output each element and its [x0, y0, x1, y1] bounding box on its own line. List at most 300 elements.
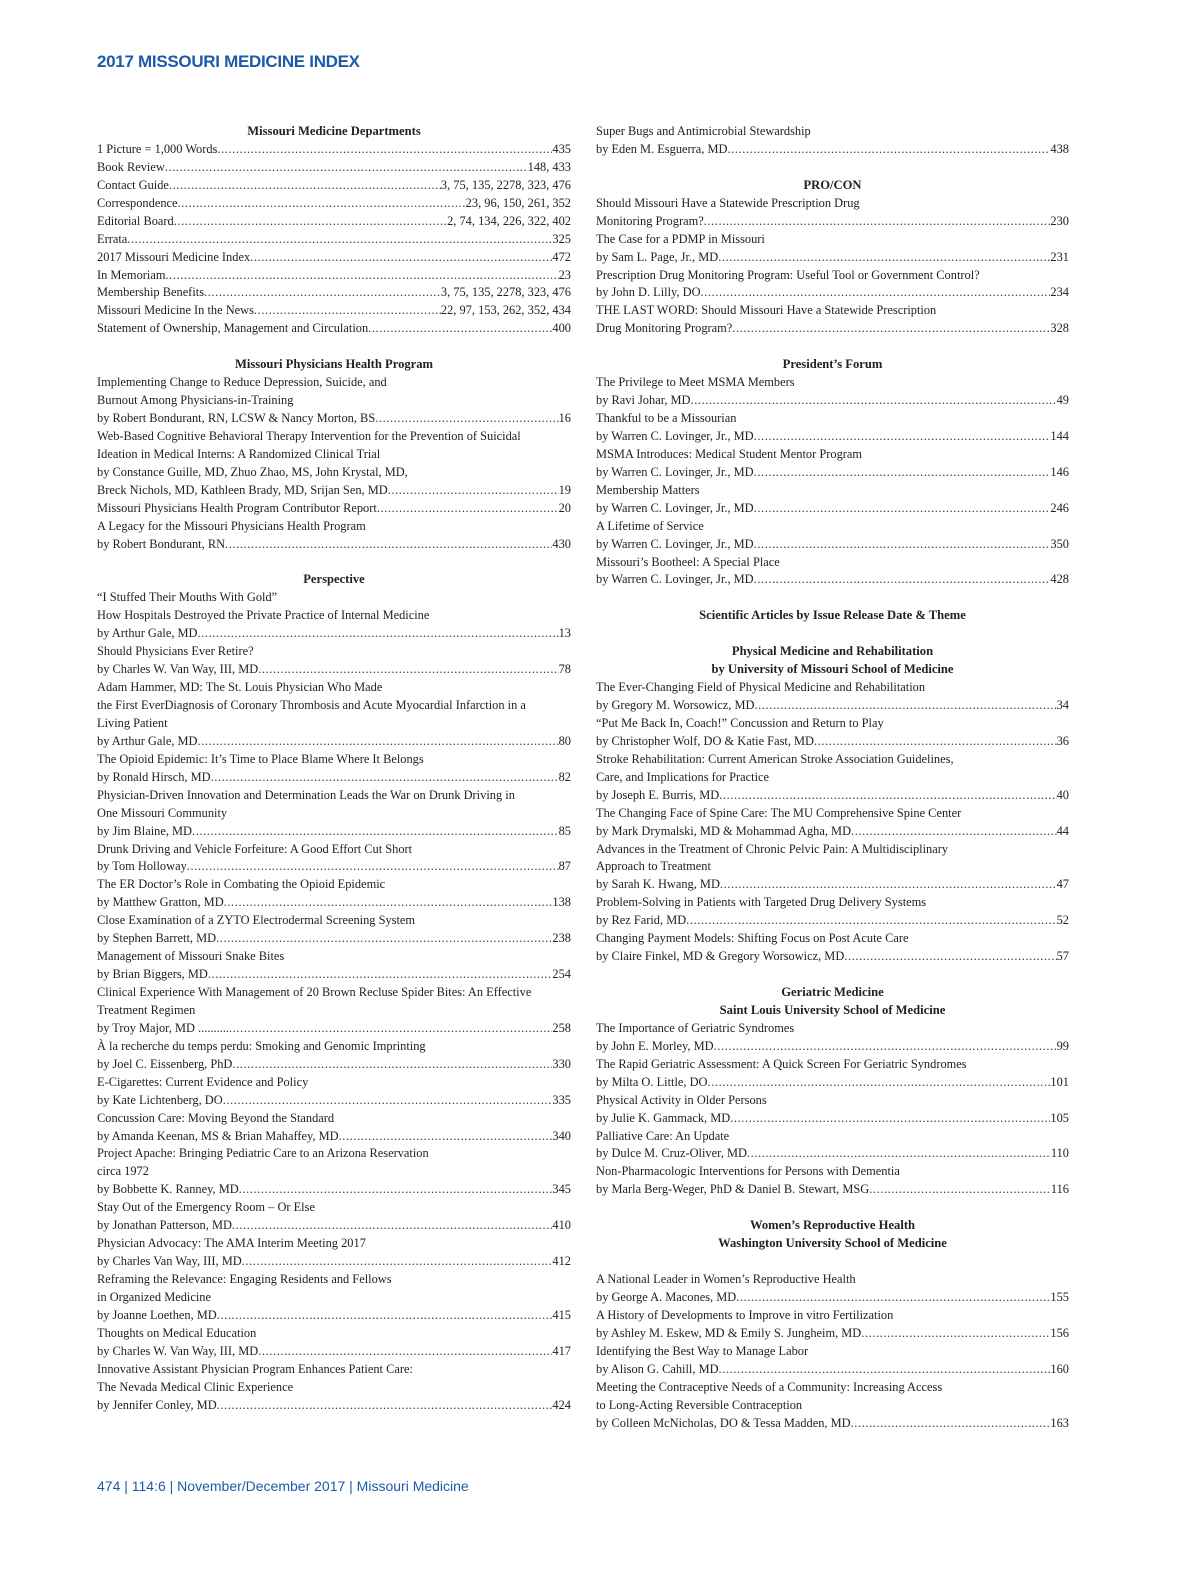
page-number: 472 [552, 249, 571, 264]
dot-leader [174, 213, 447, 231]
index-entry [97, 1217, 571, 1235]
dot-leader [686, 912, 1056, 930]
page-number: 156 [1050, 1325, 1069, 1340]
index-entry [97, 1092, 571, 1110]
page-number: 110 [1050, 1146, 1069, 1161]
page-number: 47 [1056, 877, 1069, 892]
entry-text: by Ashley M. Eskew, MD & Emily S. Jungheim, MD [596, 1325, 862, 1340]
index-entry [97, 159, 571, 177]
entry-text: Missouri Medicine In the News [97, 303, 254, 318]
article-title-line: the First EverDiagnosis of Coronary Thrombosis and Acute Myocardial Infarction in a [97, 698, 526, 712]
section-heading: Missouri Physicians Health Program [234, 357, 434, 372]
article-title-line: The Ever-Changing Field of Physical Medicine and Rehabilitation [596, 680, 926, 695]
page-number: 328 [1050, 321, 1069, 336]
spacer [596, 159, 1069, 177]
dot-leader [851, 1415, 1051, 1433]
index-entry [596, 320, 1069, 338]
index-entry [97, 966, 571, 984]
article-title-line: E-Cigarettes: Current Evidence and Policy [97, 1074, 309, 1089]
entry-text: by Gregory M. Worsowicz, MD [596, 698, 755, 712]
dot-leader [217, 1397, 553, 1415]
article-title-line: Approach to Treatment [596, 859, 711, 874]
page-number: 345 [552, 1182, 571, 1197]
page-number: 258 [552, 1020, 571, 1035]
index-entry [97, 1181, 571, 1199]
page-number: 230 [1050, 213, 1069, 228]
dot-leader [204, 284, 441, 302]
entry-text: by Dulce M. Cruz-Oliver, MD [596, 1146, 747, 1161]
entry-text: by Charles Van Way, III, MD [97, 1254, 242, 1269]
article-title-line: “Put Me Back In, Coach!” Concussion and Return to Play [596, 715, 884, 730]
dot-leader [250, 249, 552, 267]
article-title-line: Missouri’s Bootheel: A Special Place [596, 554, 780, 569]
article-title-line: Ideation in Medical Interns: A Randomized Clinical Trial [97, 446, 381, 461]
page-number: 20 [558, 500, 571, 515]
article-title-line: Care, and Implications for Practice [596, 769, 770, 784]
article-title-line: The Case for a PDMP in Missouri [596, 231, 765, 246]
entry-text: by Warren C. Lovinger, Jr., MD [596, 536, 754, 551]
article-title-line: Treatment Regimen [97, 1002, 196, 1017]
index-entry [97, 1307, 571, 1325]
index-entry [596, 1145, 1069, 1163]
page-number: 410 [552, 1218, 571, 1233]
dot-leader [368, 320, 552, 338]
page-number: 146 [1050, 464, 1069, 479]
dot-leader [377, 500, 559, 518]
page-number: 138 [552, 895, 571, 910]
index-entry [97, 177, 571, 195]
dot-leader [224, 894, 553, 912]
entry-text: by Amanda Keenan, MS & Brian Mahaffey, MD [97, 1128, 339, 1143]
page-number: 40 [1056, 787, 1069, 802]
entry-text: by Joel C. Eissenberg, PhD [97, 1056, 233, 1071]
article-title-line: Implementing Change to Reduce Depression, Suicide, and [97, 375, 387, 390]
dot-leader [178, 195, 466, 213]
page-number: 254 [552, 967, 571, 982]
dot-leader [708, 1074, 1051, 1092]
index-entry [97, 410, 571, 428]
entry-text: Errata [97, 231, 128, 246]
dot-leader [754, 500, 1051, 518]
dot-leader [869, 1181, 1051, 1199]
dot-leader [217, 1307, 553, 1325]
spacer [97, 338, 571, 356]
page-number: 19 [558, 482, 571, 497]
dot-leader [187, 858, 559, 876]
index-entry [596, 876, 1069, 894]
page-number: 430 [552, 536, 571, 551]
article-title-line: Advances in the Treatment of Chronic Pelvic Pain: A Multidisciplinary [596, 841, 949, 856]
article-title-line: MSMA Introduces: Medical Student Mentor Program [596, 446, 863, 461]
article-title-line: Problem-Solving in Patients with Targeted Drug Delivery Systems [596, 895, 927, 910]
entry-text: by Warren C. Lovinger, Jr., MD [596, 428, 754, 443]
article-title-line: Non-Pharmacologic Interventions for Persons with Dementia [596, 1164, 900, 1179]
dot-leader [229, 1020, 552, 1038]
article-title-line: One Missouri Community [97, 805, 228, 820]
page-number: 238 [552, 931, 571, 946]
entry-text: by Marla Berg-Weger, PhD & Daniel B. Stewart, MSG [596, 1182, 870, 1197]
article-title-line: Drunk Driving and Vehicle Forfeiture: A Good Effort Cut Short [97, 841, 413, 856]
article-title-line: Physical Activity in Older Persons [596, 1092, 767, 1107]
dot-leader [727, 141, 1050, 159]
dot-leader [714, 1038, 1057, 1056]
page-number: 148, 433 [527, 159, 571, 174]
index-entry [97, 894, 571, 912]
entry-text: by Tom Holloway [97, 859, 187, 874]
index-entry [596, 536, 1069, 554]
page-number: 350 [1050, 536, 1069, 551]
page-number: 3, 75, 135, 2278, 323, 476 [440, 177, 571, 192]
entry-text: by John D. Lilly, DO [596, 285, 701, 300]
entry-text: by Bobbette K. Ranney, MD [97, 1182, 239, 1197]
dot-leader [730, 1110, 1050, 1128]
dot-leader [198, 625, 559, 643]
entry-text: Editorial Board [97, 213, 174, 228]
page-number: 3, 75, 135, 2278, 323, 476 [440, 285, 571, 300]
entry-text: by Warren C. Lovinger, Jr., MD [596, 464, 754, 479]
page-number: 412 [552, 1254, 571, 1269]
page-number: 34 [1056, 698, 1069, 712]
dot-leader [754, 697, 1056, 715]
page-number: 87 [558, 859, 571, 874]
section-heading: Perspective [303, 572, 365, 587]
dot-leader [691, 392, 1057, 410]
dot-leader [232, 1217, 553, 1235]
article-title-line: The Importance of Geriatric Syndromes [596, 1020, 795, 1035]
index-entry [596, 464, 1069, 482]
entry-text: by Charles W. Van Way, III, MD [97, 1343, 259, 1358]
article-title-line: Reframing the Relevance: Engaging Residents and Fellows [97, 1272, 392, 1286]
dot-leader [754, 464, 1051, 482]
entry-text: by Charles W. Van Way, III, MD [97, 662, 259, 677]
index-entry [97, 733, 571, 751]
page-number: 330 [552, 1056, 571, 1071]
entry-text: by Mark Drymalski, MD & Mohammad Agha, MD [596, 823, 852, 838]
page-number: 105 [1050, 1110, 1069, 1125]
index-entry [97, 1056, 571, 1074]
spacer [596, 589, 1069, 607]
dot-leader [718, 249, 1050, 267]
entry-text: by Stephen Barrett, MD [97, 931, 217, 946]
dot-leader [719, 1361, 1051, 1379]
page-number: 325 [552, 231, 571, 246]
article-title-line: to Long-Acting Reversible Contraception [596, 1397, 803, 1412]
entry-text: by Joanne Loethen, MD [97, 1307, 217, 1322]
entry-text: Drug Monitoring Program? [596, 321, 733, 336]
article-title-line: Membership Matters [596, 482, 700, 497]
index-entry [596, 948, 1069, 966]
dot-leader [169, 177, 441, 195]
dot-leader [258, 1343, 552, 1361]
dot-leader [701, 284, 1051, 302]
article-title-line: How Hospitals Destroyed the Private Practice of Internal Medicine [97, 608, 430, 623]
spacer [596, 966, 1069, 984]
index-entry [596, 1361, 1069, 1379]
dot-leader [339, 1128, 553, 1146]
page-number: 435 [552, 141, 571, 156]
spacer [596, 338, 1069, 356]
entry-text: Missouri Physicians Health Program Contributor Report [97, 500, 377, 515]
article-title-line: Web-Based Cognitive Behavioral Therapy Intervention for the Prevention of Suicidal [97, 428, 521, 443]
entry-text: by Eden M. Esguerra, MD [596, 141, 728, 156]
dot-leader [861, 1325, 1050, 1343]
dot-leader [747, 1145, 1051, 1163]
index-entry [596, 1325, 1069, 1343]
article-title-line: Innovative Assistant Physician Program Enhances Patient Care: [97, 1361, 413, 1376]
index-entry [596, 392, 1069, 410]
dot-leader [242, 1253, 553, 1271]
page-footer: 474 | 114:6 | November/December 2017 | Missouri Medicine [97, 1478, 469, 1494]
entry-text: by Warren C. Lovinger, Jr., MD [596, 572, 754, 587]
entry-text: by Ronald Hirsch, MD [97, 769, 211, 784]
index-entry [97, 1128, 571, 1146]
page-number: 428 [1050, 572, 1069, 587]
article-title-line: Concussion Care: Moving Beyond the Standard [97, 1110, 335, 1125]
entry-text: Correspondence [97, 195, 178, 210]
page-number: 155 [1050, 1289, 1069, 1304]
article-title-line: Stroke Rehabilitation: Current American Stroke Association Guidelines, [596, 751, 954, 766]
page-number: 2, 74, 134, 226, 322, 402 [447, 213, 571, 228]
dot-leader [254, 302, 441, 320]
index-entry [596, 1289, 1069, 1307]
article-title-line: Project Apache: Bringing Pediatric Care to an Arizona Reservation [97, 1146, 429, 1161]
entry-text: Statement of Ownership, Management and Circulation [97, 321, 369, 336]
article-title-line: Should Missouri Have a Statewide Prescription Drug [596, 195, 860, 210]
page-number: 13 [558, 626, 571, 641]
dot-leader [736, 1289, 1050, 1307]
dot-leader [754, 428, 1051, 446]
entry-text: by Jim Blaine, MD [97, 823, 192, 838]
entry-text: 2017 Missouri Medicine Index [97, 249, 251, 264]
index-entry [97, 625, 571, 643]
dot-leader [217, 141, 552, 159]
section-heading: PRO/CON [803, 177, 862, 192]
entry-text: by Christopher Wolf, DO & Katie Fast, MD [596, 733, 815, 748]
entry-text: by Rez Farid, MD [596, 913, 687, 928]
entry-text: by Jonathan Patterson, MD [97, 1218, 232, 1233]
section-heading: Saint Louis University School of Medicine [719, 1002, 946, 1017]
article-title-line: The ER Doctor’s Role in Combating the Opioid Epidemic [97, 877, 386, 892]
article-title-line: À la recherche du temps perdu: Smoking and Genomic Imprinting [97, 1038, 426, 1053]
entry-text: by Matthew Gratton, MD [97, 895, 224, 910]
dot-leader [754, 571, 1051, 589]
dot-leader [225, 536, 552, 554]
index-entry [596, 428, 1069, 446]
article-title-line: Physician Advocacy: The AMA Interim Meeting 2017 [97, 1236, 366, 1251]
section-heading: Women’s Reproductive Health [749, 1218, 916, 1233]
entry-text: by Ravi Johar, MD [596, 393, 691, 408]
dot-leader [388, 482, 559, 500]
entry-text: by Alison G. Cahill, MD [596, 1361, 719, 1376]
page-number: 99 [1056, 1038, 1069, 1053]
index-entry [97, 284, 571, 302]
page-number: 417 [552, 1343, 571, 1358]
article-title-line: Management of Missouri Snake Bites [97, 949, 285, 964]
index-entry [97, 1397, 571, 1415]
page-number: 234 [1050, 285, 1069, 300]
section-heading: President’s Forum [782, 357, 883, 372]
article-title-line: Clinical Experience With Management of 20 Brown Recluse Spider Bites: An Effective [97, 985, 532, 999]
dot-leader [814, 733, 1057, 751]
entry-text: In Memoriam [97, 267, 166, 282]
article-title-line: Prescription Drug Monitoring Program: Useful Tool or Government Control? [596, 267, 980, 282]
index-entry [596, 912, 1069, 930]
dot-leader [239, 1181, 553, 1199]
dot-leader [720, 876, 1057, 894]
entry-text: by Claire Finkel, MD & Gregory Worsowicz, MD [596, 949, 845, 964]
article-title-line: Thankful to be a Missourian [596, 411, 737, 425]
index-entry [596, 823, 1069, 841]
page-number: 340 [552, 1128, 571, 1143]
index-entry [97, 536, 571, 554]
dot-leader [375, 410, 558, 428]
page-title: 2017 MISSOURI MEDICINE INDEX [97, 52, 360, 71]
index-entry [596, 141, 1069, 159]
dot-leader [844, 948, 1056, 966]
dot-leader [127, 231, 552, 249]
dot-leader [198, 733, 559, 751]
index-entry [97, 213, 571, 231]
page-number: 144 [1050, 428, 1069, 443]
article-title-line: Burnout Among Physicians-in-Training [97, 393, 294, 408]
section-heading: by University of Missouri School of Medicine [711, 662, 954, 677]
page-number: 400 [552, 321, 571, 336]
page-number: 23, 96, 150, 261, 352 [465, 195, 571, 210]
spacer [97, 554, 571, 572]
page-number: 116 [1050, 1182, 1069, 1197]
page-number: 23 [558, 267, 571, 282]
index-entry [596, 500, 1069, 518]
article-title-line: The Opioid Epidemic: It’s Time to Place Blame Where It Belongs [97, 751, 424, 766]
index-entry [97, 858, 571, 876]
dot-leader [732, 320, 1050, 338]
index-entry [596, 1074, 1069, 1092]
index-entry [97, 302, 571, 320]
page-number: 82 [558, 769, 571, 784]
entry-text: by Kate Lichtenberg, DO [97, 1092, 223, 1107]
article-title-line: Changing Payment Models: Shifting Focus on Post Acute Care [596, 931, 909, 946]
index-entry [97, 320, 571, 338]
page-number: 231 [1050, 249, 1069, 264]
index-entry [97, 482, 571, 500]
entry-text: by Arthur Gale, MD [97, 733, 198, 748]
dot-leader [851, 823, 1057, 841]
page-number: 438 [1050, 141, 1069, 156]
article-title-line: Stay Out of the Emergency Room – Or Else [97, 1200, 315, 1215]
index-column-left [97, 123, 571, 1415]
page-number: 22, 97, 153, 262, 352, 434 [440, 303, 571, 318]
entry-text: by Robert Bondurant, RN [97, 536, 226, 551]
article-title-line: circa 1972 [97, 1164, 149, 1179]
entry-text: by George A. Macones, MD [596, 1289, 737, 1304]
article-title-line: A Legacy for the Missouri Physicians Health Program [97, 518, 366, 533]
article-title-line: “I Stuffed Their Mouths With Gold” [97, 590, 278, 605]
index-entry [596, 1038, 1069, 1056]
article-title-line: THE LAST WORD: Should Missouri Have a Statewide Prescription [596, 303, 937, 318]
entry-text: Monitoring Program? [596, 213, 704, 228]
entry-text: by Brian Biggers, MD [97, 967, 208, 982]
article-title-line: A National Leader in Women’s Reproductive Health [596, 1272, 856, 1286]
page-number: 101 [1050, 1074, 1069, 1089]
dot-leader [719, 787, 1056, 805]
index-entry [97, 231, 571, 249]
article-title-line: by Constance Guille, MD, Zhuo Zhao, MS, John Krystal, MD, [97, 464, 408, 479]
page-number: 52 [1056, 913, 1069, 928]
index-entry [97, 249, 571, 267]
dot-leader [232, 1056, 552, 1074]
index-entry [97, 141, 571, 159]
entry-text: by Jennifer Conley, MD [97, 1397, 217, 1412]
section-heading: Scientific Articles by Issue Release Date & Theme [699, 608, 966, 623]
section-heading: Physical Medicine and Rehabilitation [731, 644, 934, 659]
index-entry [596, 249, 1069, 267]
page-number: 78 [558, 662, 571, 677]
index-entry [596, 284, 1069, 302]
article-title-line: Meeting the Contraceptive Needs of a Community: Increasing Access [596, 1379, 943, 1394]
article-title-line: Should Physicians Ever Retire? [97, 644, 254, 659]
page-number: 80 [558, 733, 571, 748]
page-number: 16 [558, 411, 571, 425]
article-title-line: The Nevada Medical Clinic Experience [97, 1379, 294, 1394]
entry-text: by Julie K. Gammack, MD [596, 1110, 731, 1125]
spacer [596, 625, 1069, 643]
entry-text: Membership Benefits [97, 285, 205, 300]
article-title-line: A History of Developments to Improve in vitro Fertilization [596, 1307, 894, 1322]
dot-leader [208, 966, 553, 984]
entry-text: 1 Picture = 1,000 Words [97, 141, 218, 156]
dot-leader [165, 159, 528, 177]
entry-text: by Milta O. Little, DO [596, 1074, 708, 1089]
page-number: 335 [552, 1092, 571, 1107]
dot-leader [211, 769, 559, 787]
article-title-line: Living Patient [97, 715, 168, 730]
page-number: 160 [1050, 1361, 1069, 1376]
entry-text: by Robert Bondurant, RN, LCSW & Nancy Morton, BS [97, 411, 376, 425]
dot-leader [192, 823, 559, 841]
page-number: 36 [1056, 733, 1069, 748]
article-title-line: A Lifetime of Service [596, 518, 704, 533]
page-number: 246 [1050, 500, 1069, 515]
section-heading: Washington University School of Medicine [718, 1236, 947, 1251]
dot-leader [216, 930, 552, 948]
entry-text: by Colleen McNicholas, DO & Tessa Madden, MD [596, 1415, 851, 1430]
index-entry [97, 769, 571, 787]
entry-text: by Sam L. Page, Jr., MD [596, 249, 719, 264]
index-entry [596, 1181, 1069, 1199]
entry-text: Book Review [97, 159, 165, 174]
article-title-line: Close Examination of a ZYTO Electrodermal Screening System [97, 913, 416, 928]
index-entry [97, 930, 571, 948]
entry-text: Breck Nichols, MD, Kathleen Brady, MD, Srijan Sen, MD [97, 482, 388, 497]
section-heading: Missouri Medicine Departments [247, 124, 421, 138]
index-entry [97, 195, 571, 213]
index-entry [596, 1415, 1069, 1433]
dot-leader [258, 661, 558, 679]
entry-text: by John E. Morley, MD [596, 1038, 714, 1053]
index-entry [596, 787, 1069, 805]
entry-text: by Sarah K. Hwang, MD [596, 877, 720, 892]
index-entry [97, 1020, 571, 1038]
article-title-line: Identifying the Best Way to Manage Labor [596, 1343, 809, 1358]
article-title-line: Super Bugs and Antimicrobial Stewardship [596, 124, 811, 138]
index-entry [97, 1343, 571, 1361]
index-entry [97, 267, 571, 285]
dot-leader [754, 536, 1051, 554]
dot-leader [223, 1092, 553, 1110]
index-entry [596, 213, 1069, 231]
index-entry [596, 1110, 1069, 1128]
article-title-line: Adam Hammer, MD: The St. Louis Physician Who Made [97, 680, 383, 695]
